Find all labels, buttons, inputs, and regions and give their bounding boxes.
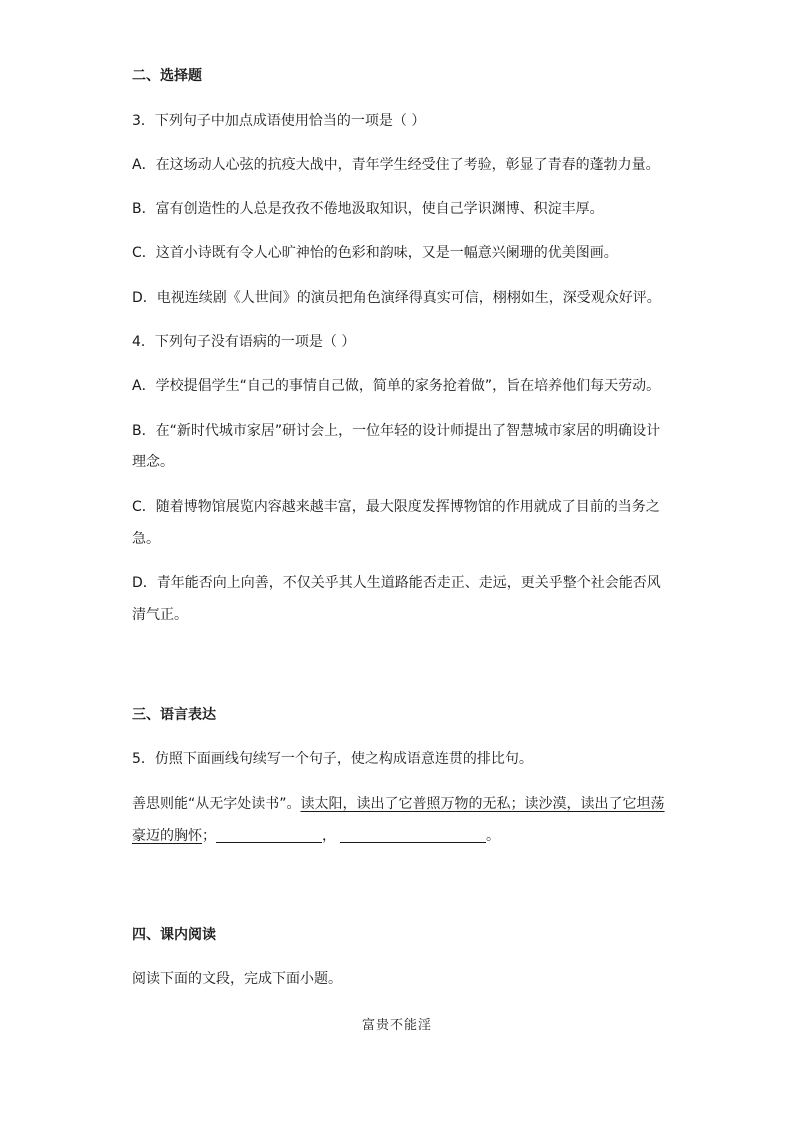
q3-option-c: C．这首小诗既有令人心旷神怡的色彩和韵味，又是一幅意兴阑珊的优美图画。 — [132, 245, 618, 261]
q5-sep2: ， — [322, 828, 336, 844]
q4-option-c-line2: 急。 — [132, 531, 160, 547]
q4-option-a: A．学校提倡学生“自己的事情自己做，简单的家务抢着做”，旨在培养他们每天劳动。 — [132, 378, 661, 394]
q5-sep1: ； — [202, 828, 216, 844]
q4-option-b-line1: B．在“新时代城市家居”研讨会上，一位年轻的设计师提出了智慧城市家居的明确设计 — [132, 423, 661, 439]
passage-title: 富贵不能淫 — [361, 1018, 432, 1033]
answer-blank-2[interactable] — [340, 828, 486, 843]
q5-prompt-line2 — [132, 826, 500, 846]
section-4-heading: 四、课内阅读 — [132, 927, 216, 943]
q5-prompt-line1 — [132, 794, 665, 814]
q5-end: 。 — [486, 828, 500, 844]
q3-option-d: D．电视连续剧《人世间》的演员把角色演绎得真实可信，栩栩如生，深受观众好评。 — [132, 290, 661, 306]
q3-option-a: A．在这场动人心弦的抗疫大战中，青年学生经受住了考验，彰显了青春的蓬勃力量。 — [132, 157, 660, 173]
q4-option-c-line1: C．随着博物馆展览内容越来越丰富，最大限度发挥博物馆的作用就成了目前的当务之 — [132, 499, 660, 515]
q4-option-d-line1: D．青年能否向上向善，不仅关乎其人生道路能否走正、走远，更关乎整个社会能否风 — [132, 575, 661, 591]
q3-stem: 3．下列句子中加点成语使用恰当的一项是（ ） — [132, 113, 426, 129]
reading-instruction: 阅读下面的文段，完成下面小题。 — [132, 971, 342, 987]
q5-stem: 5．仿照下面画线句续写一个句子，使之构成语意连贯的排比句。 — [132, 751, 533, 767]
section-3-heading: 三、语言表达 — [132, 707, 216, 723]
q3-option-b: B．富有创造性的人总是孜孜不倦地汲取知识，使自己学识渊博、积淀丰厚。 — [132, 201, 604, 217]
section-2-heading: 二、选择题 — [132, 68, 202, 84]
q4-stem: 4．下列句子没有语病的一项是（ ） — [132, 334, 356, 350]
q4-option-d-line2: 清气正。 — [132, 607, 188, 623]
q4-option-b-line2: 理念。 — [132, 454, 174, 470]
q5-prefix: 善思则能“从无字处读书”。 — [132, 796, 301, 812]
q5-underlined-sentence: 读太阳，读出了它普照万物的无私；读沙漠，读出了它坦荡 — [300, 796, 665, 812]
answer-blank-1[interactable] — [216, 828, 322, 843]
q5-underlined-continuation: 豪迈的胸怀 — [132, 828, 202, 844]
